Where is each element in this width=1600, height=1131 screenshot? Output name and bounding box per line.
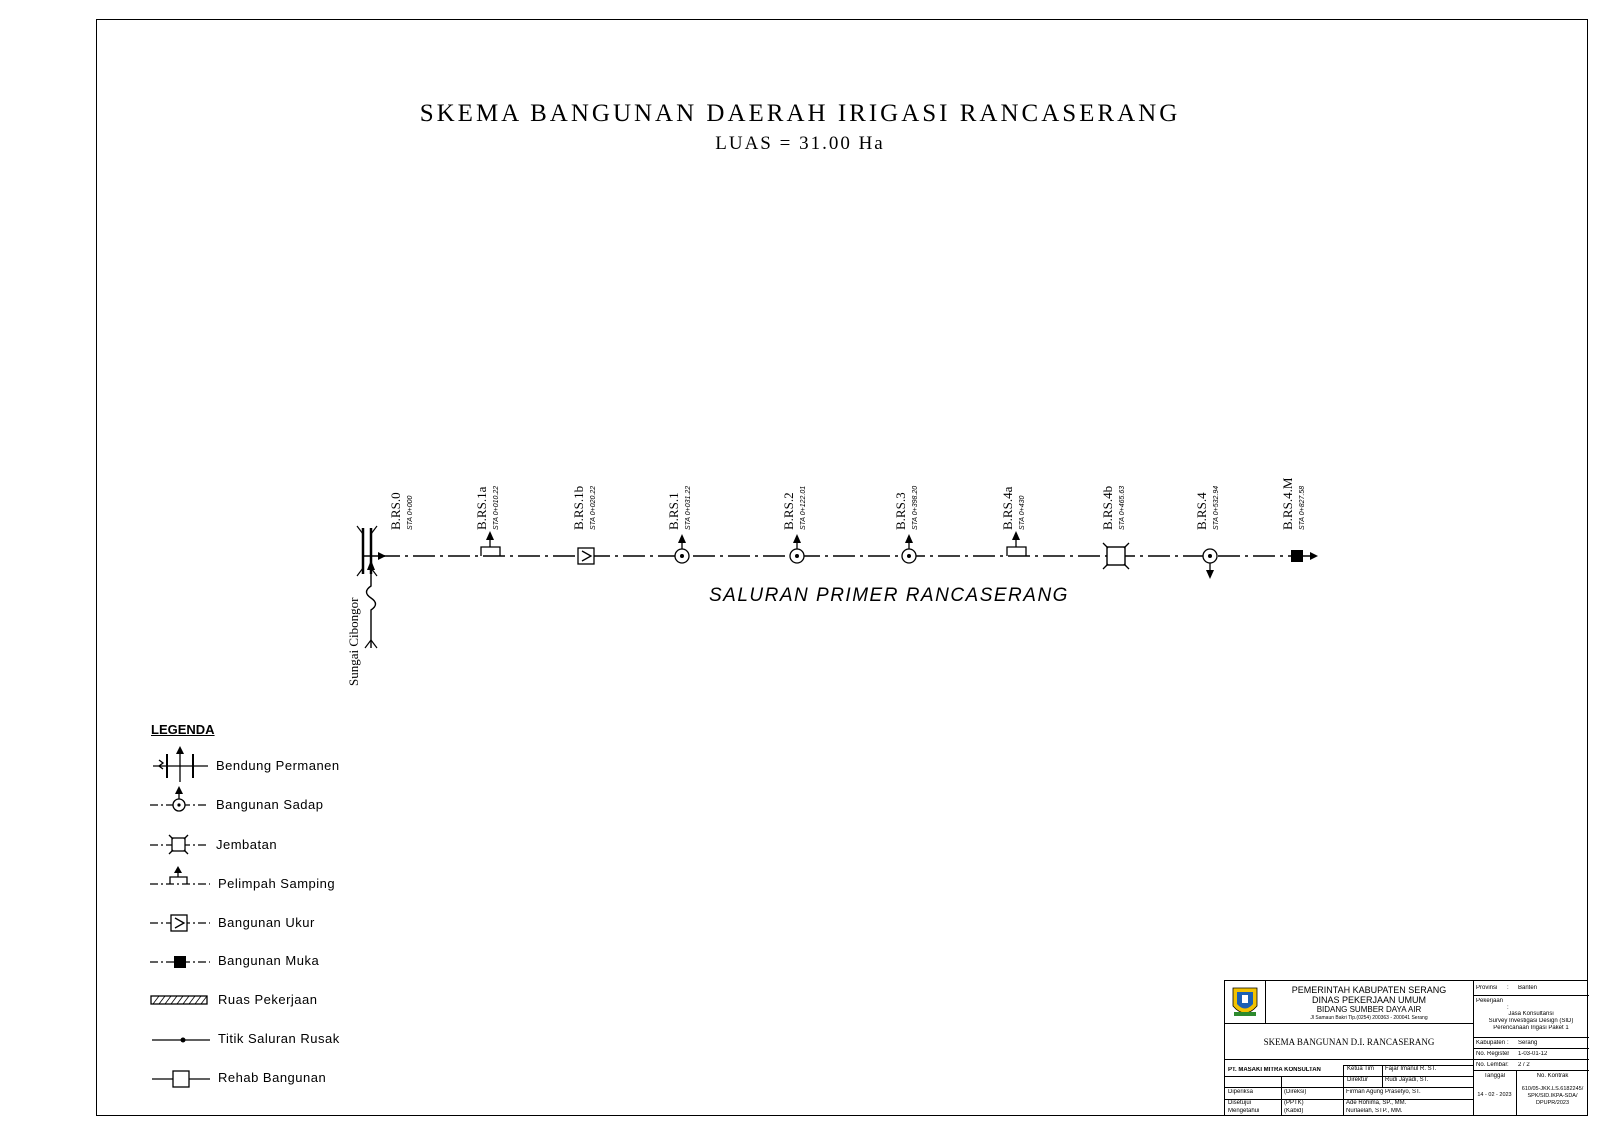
symbol-muka-4m	[1291, 550, 1303, 562]
tanggal-label: Tanggal	[1483, 1073, 1506, 1079]
register-label: No. Register	[1476, 1051, 1510, 1057]
org-line-1: PEMERINTAH KABUPATEN SERANG	[1291, 985, 1447, 995]
tanggal-value: 14 - 02 - 2023	[1477, 1092, 1512, 1098]
disetujui-role: (PPTK)	[1284, 1100, 1304, 1106]
legend-label: Pelimpah Samping	[218, 876, 336, 891]
kabupaten-value: Serang	[1518, 1040, 1538, 1046]
symbol-pelimpah-1a	[481, 531, 500, 556]
provinsi-value: Banten	[1518, 985, 1538, 991]
diperiksa-name: Firman Agung Prasetyo, ST.	[1346, 1089, 1421, 1095]
symbol-sadap-3	[902, 534, 916, 563]
direktur-label: Direktur	[1347, 1077, 1369, 1083]
consultant-name: PT. MASAKI MITRA KONSULTAN	[1228, 1067, 1321, 1073]
mengetahui-name: Nurlaelah, STP., MM.	[1346, 1108, 1403, 1114]
org-line-2: DINAS PEKERJAAN UMUM	[1311, 995, 1427, 1005]
structure-sta: STA 0+827.58	[1299, 485, 1306, 530]
river-label: Sungai Cibongor	[346, 597, 361, 686]
legend-label: Titik Saluran Rusak	[218, 1031, 340, 1046]
pekerjaan-line-2: Survey Investigasi Design (SID)	[1488, 1018, 1574, 1024]
legend-title: LEGENDA	[151, 722, 215, 737]
structure-sta: STA 0+532.94	[1213, 485, 1220, 530]
pekerjaan-label: Pekerjaan	[1476, 998, 1504, 1004]
register-value: 1-03-01-12	[1518, 1051, 1548, 1057]
disetujui-name: Ade Rohima, SP., MM.	[1346, 1100, 1407, 1106]
title-block	[1224, 980, 1588, 1116]
structure-sta: STA 0+000	[407, 495, 414, 530]
regency-logo	[1231, 986, 1259, 1018]
symbol-sadap-1	[675, 534, 689, 563]
legend-label: Bangunan Ukur	[218, 915, 315, 930]
mengetahui-role: (Kabid)	[1284, 1108, 1304, 1114]
legend-symbols	[150, 746, 210, 1087]
structure-sta: STA 0+122.01	[800, 485, 807, 530]
ketua-tim-label: Ketua Tim	[1347, 1066, 1375, 1072]
structure-sta: STA 0+398.20	[912, 485, 919, 530]
structure-sta: STA 0+430	[1019, 495, 1026, 530]
drawing-title: SKEMA BANGUNAN DAERAH IRIGASI RANCASERANG	[419, 100, 1181, 127]
direktur-value: Rudi Jayadi, ST.	[1385, 1077, 1429, 1083]
kabupaten-colon: :	[1507, 1040, 1509, 1046]
legend-rehab-icon	[152, 1071, 210, 1087]
org-address: Jl Samaun Bakri Tlp.(0254) 200363 - 200041 Serang	[1310, 1015, 1428, 1021]
mengetahui-label: Mengetahui	[1228, 1108, 1260, 1114]
drawing-title-block: SKEMA BANGUNAN D.I. RANCASERANG	[1263, 1037, 1435, 1047]
symbol-sadap-4	[1203, 549, 1217, 579]
kontrak-line-1: 610/05-JKK.LS.6182245/	[1521, 1086, 1584, 1092]
symbol-sadap-2	[790, 534, 804, 563]
provinsi-label: Provinsi	[1476, 985, 1498, 991]
channel-label: SALURAN PRIMER RANCASERANG	[709, 585, 1069, 606]
provinsi-colon: :	[1507, 985, 1509, 991]
legend-bendung-icon	[153, 746, 208, 782]
legend-label: Jembatan	[216, 837, 278, 852]
symbol-jembatan-4b	[1103, 543, 1129, 569]
legend-ruas-icon	[151, 996, 207, 1004]
disetujui-label: Disetujui	[1228, 1100, 1252, 1106]
structure-sta: STA 0+010.22	[493, 485, 500, 530]
structure-name: B.RS.4.M	[1280, 477, 1295, 530]
legend-ukur-icon	[150, 915, 210, 931]
kontrak-line-3: DPUPR/2023	[1535, 1100, 1570, 1106]
legend-pelimpah-icon	[150, 866, 210, 884]
diperiksa-role: (Direksi)	[1284, 1089, 1307, 1095]
structure-name: B.RS.1	[666, 492, 681, 530]
legend-label: Rehab Bangunan	[218, 1070, 327, 1085]
symbol-pelimpah-4a	[1007, 531, 1026, 556]
legend-rusak-icon	[152, 1038, 210, 1043]
kabupaten-label: Kabupaten	[1476, 1040, 1506, 1046]
structure-sta: STA 0+031.22	[685, 485, 692, 530]
legend-jembatan-icon	[150, 835, 208, 854]
lembar-colon: :	[1507, 1062, 1509, 1068]
structure-labels	[388, 477, 1306, 530]
ketua-tim-value: Fajar Imanul R. ST.	[1385, 1066, 1437, 1072]
river-cibongor	[346, 560, 377, 686]
symbol-ukur-1b	[578, 548, 594, 564]
pekerjaan-line-1: Jasa Konsultansi	[1508, 1011, 1554, 1017]
structure-name: B.RS.1b	[571, 485, 586, 530]
kontrak-label: No. Kontrak	[1536, 1073, 1569, 1079]
structure-name: B.RS.1a	[474, 486, 489, 530]
legend-label: Bangunan Sadap	[216, 797, 324, 812]
channel-end-arrow	[1310, 552, 1318, 560]
structure-name: B.RS.4b	[1100, 485, 1115, 530]
structure-name: B.RS.3	[893, 492, 908, 530]
structure-sta: STA 0+020.22	[590, 485, 597, 530]
structure-name: B.RS.0	[388, 492, 403, 530]
diperiksa-label: Diperiksa	[1228, 1089, 1254, 1095]
lembar-value: 2 / 2	[1518, 1062, 1530, 1068]
legend-muka-icon	[150, 956, 210, 968]
structure-name: B.RS.2	[781, 492, 796, 530]
org-line-3: BIDANG SUMBER DAYA AIR	[1316, 1005, 1422, 1014]
pekerjaan-colon: :	[1507, 1005, 1509, 1011]
drawing-subtitle: LUAS = 31.00 Ha	[715, 133, 885, 154]
symbol-bendung	[357, 526, 386, 576]
structure-name: B.RS.4	[1194, 492, 1209, 530]
legend-label: Bangunan Muka	[218, 953, 320, 968]
lembar-label: No. Lembar	[1476, 1062, 1508, 1068]
pekerjaan-line-3: Perencanaan Irigasi Paket 1	[1493, 1025, 1569, 1031]
kontrak-line-2: SPK/SID.IKPA-SDA/	[1527, 1093, 1578, 1099]
legend-label: Bendung Permanen	[216, 758, 340, 773]
legend-label: Ruas Pekerjaan	[218, 992, 318, 1007]
legend-sadap-icon	[150, 786, 208, 811]
structure-name: B.RS.4a	[1000, 486, 1015, 530]
register-colon: :	[1507, 1051, 1509, 1057]
structure-sta: STA 0+465.63	[1119, 485, 1126, 530]
